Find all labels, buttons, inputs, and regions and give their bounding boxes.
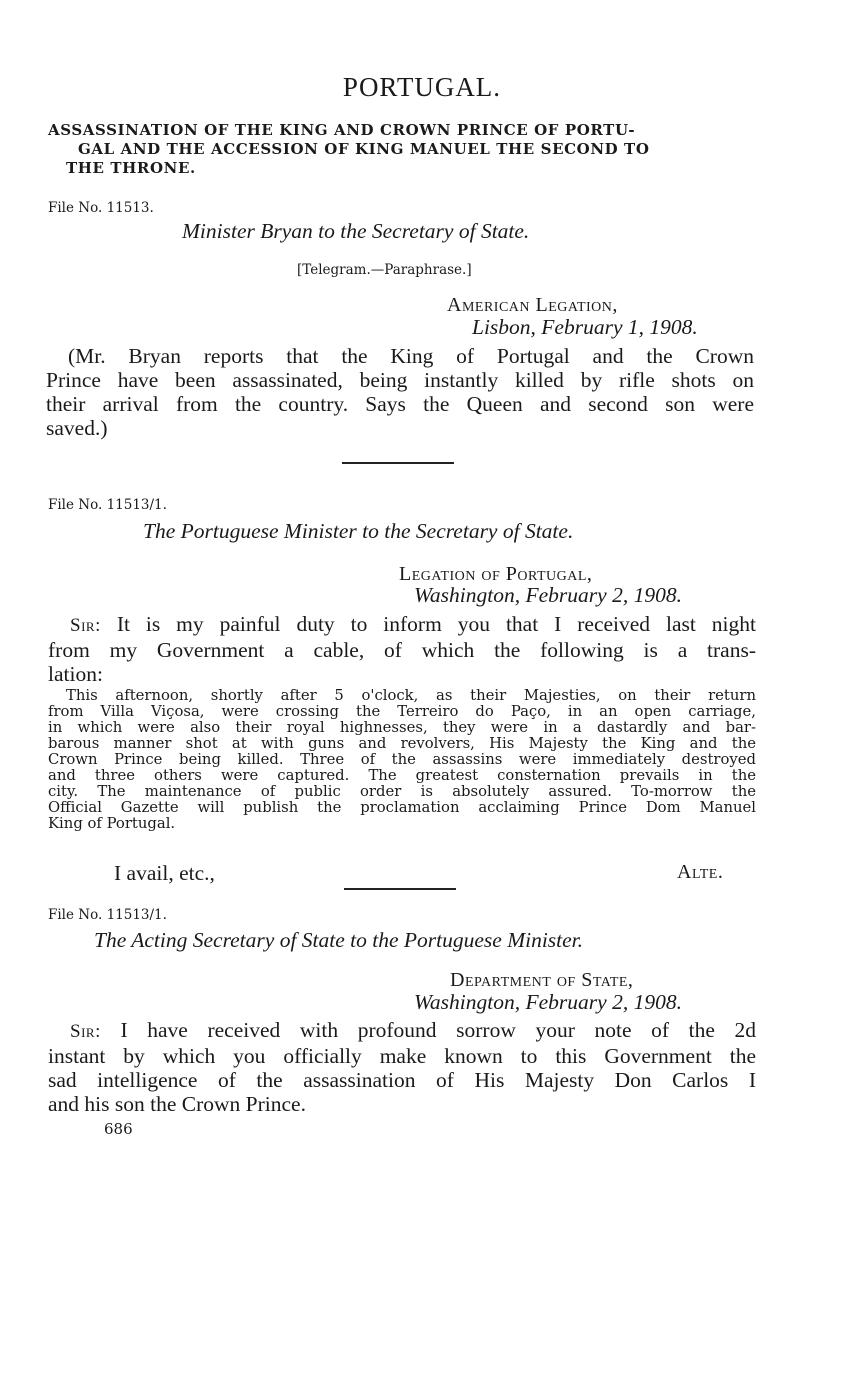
body-line bbox=[48, 612, 756, 638]
page-title: PORTUGAL. bbox=[342, 72, 502, 102]
cable-quotation bbox=[48, 688, 756, 832]
body-line: instant by which you officially make known to this Government the bbox=[48, 1044, 756, 1068]
quote-line: barous manner shot at with guns and revolvers, His Majesty the King and the bbox=[48, 735, 756, 752]
body-line: Prince have been assassinated, being instantly killed by rifle shots on bbox=[46, 368, 754, 392]
file-number: File No. 11513. bbox=[48, 200, 154, 216]
body-line: (Mr. Bryan reports that the King of Portugal and the Crown bbox=[68, 344, 754, 368]
letter-subject: Minister Bryan to the Secretary of State. bbox=[182, 219, 530, 243]
body-text: I have received with profound sorrow your note of the 2d bbox=[120, 1018, 757, 1042]
section-heading-line-2: GAL AND THE ACCESSION OF KING MANUEL THE SECOND TO bbox=[78, 140, 650, 158]
body-line: sad intelligence of the assassination of His Majesty Don Carlos I bbox=[48, 1068, 756, 1092]
letter-body bbox=[46, 344, 754, 440]
quote-line: Official Gazette will publish the proclamation acclaiming Prince Dom Manuel bbox=[48, 799, 756, 816]
letter-place: Department of State, bbox=[450, 969, 634, 991]
page-number: 686 bbox=[104, 1120, 133, 1138]
closing: I avail, etc., bbox=[114, 861, 215, 885]
salutation: Sir: bbox=[70, 615, 101, 636]
letter-date: Washington, February 2, 1908. bbox=[414, 990, 682, 1014]
signature: Alte. bbox=[677, 861, 724, 883]
letter-body bbox=[48, 1018, 756, 1116]
body-line bbox=[48, 1018, 756, 1044]
body-text: It is my painful duty to inform you that I received last night bbox=[116, 612, 756, 636]
quote-line: This afternoon, shortly after 5 o'clock, as their Majesties, on their return bbox=[66, 687, 756, 704]
section-divider bbox=[344, 888, 456, 890]
telegram-note: [Telegram.—Paraphrase.] bbox=[297, 262, 472, 278]
section-divider bbox=[342, 462, 454, 464]
letter-subject: The Portuguese Minister to the Secretary of State. bbox=[143, 519, 574, 543]
quote-line: city. The maintenance of public order is absolutely assured. To-morrow the bbox=[48, 783, 756, 800]
letter-date: Washington, February 2, 1908. bbox=[414, 583, 682, 607]
quote-line: in which were also their royal highnesses, they were in a dastardly and bar- bbox=[48, 719, 756, 736]
letter-place: American Legation, bbox=[447, 294, 618, 316]
body-line: their arrival from the country. Says the Queen and second son were bbox=[46, 392, 754, 416]
body-line: lation: bbox=[48, 662, 103, 686]
quote-line: and three others were captured. The greatest consternation prevails in the bbox=[48, 767, 756, 784]
letter-date: Lisbon, February 1, 1908. bbox=[472, 315, 698, 339]
letter-place: Legation of Portugal, bbox=[399, 563, 593, 585]
body-line: saved.) bbox=[46, 416, 108, 440]
file-number: File No. 11513/1. bbox=[48, 497, 167, 513]
file-number: File No. 11513/1. bbox=[48, 907, 167, 923]
body-line: and his son the Crown Prince. bbox=[48, 1092, 306, 1116]
body-line: from my Government a cable, of which the following is a trans- bbox=[48, 638, 756, 662]
section-heading-line-3: THE THRONE. bbox=[66, 159, 196, 177]
section-heading-line-1: ASSASSINATION OF THE KING AND CROWN PRINCE OF PORTU- bbox=[48, 121, 636, 139]
quote-line: King of Portugal. bbox=[48, 815, 176, 832]
salutation: Sir: bbox=[70, 1021, 101, 1042]
quote-line: Crown Prince being killed. Three of the assassins were immediately destroyed bbox=[48, 751, 756, 768]
letter-body bbox=[48, 612, 756, 686]
letter-subject: The Acting Secretary of State to the Portuguese Minister. bbox=[94, 928, 584, 952]
quote-line: from Villa Viçosa, were crossing the Terreiro do Paço, in an open carriage, bbox=[48, 703, 756, 720]
